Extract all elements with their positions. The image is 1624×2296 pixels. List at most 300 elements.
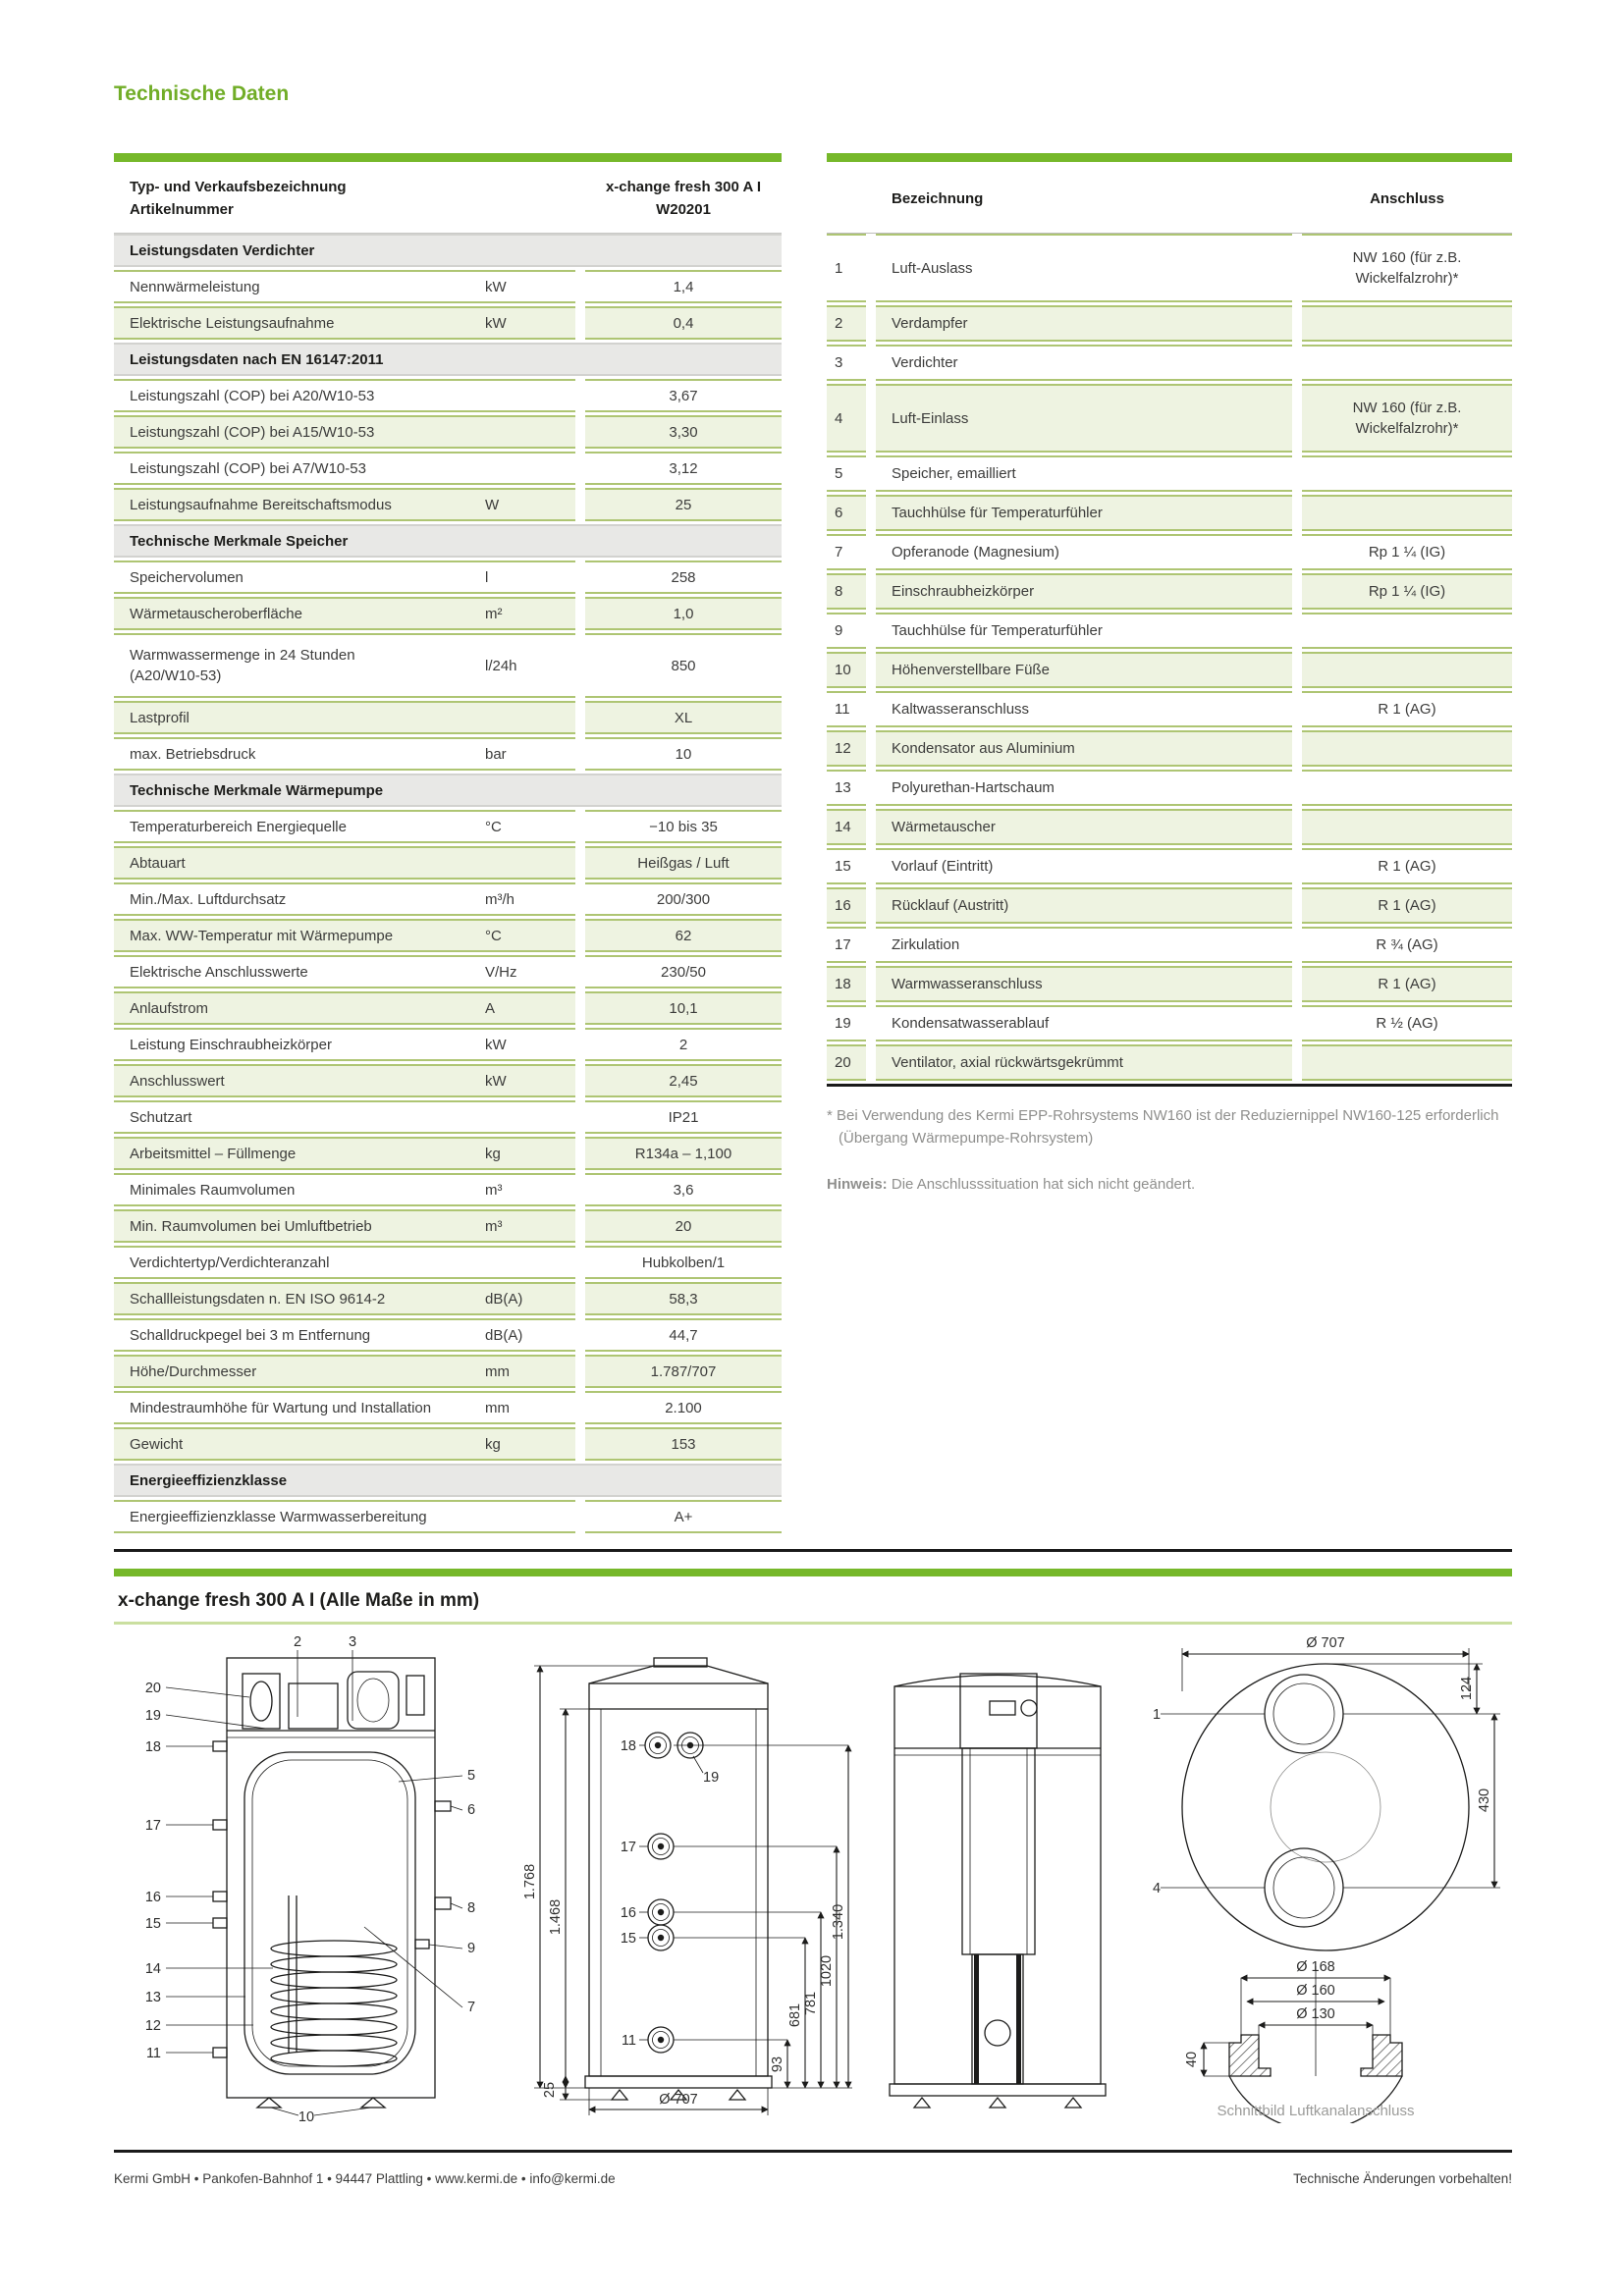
spec-value: 20: [585, 1209, 782, 1243]
section-label: Energieeffizienzklasse: [130, 1471, 288, 1489]
spec-row: [114, 955, 782, 988]
section-header: [114, 1464, 782, 1497]
connection-row: [827, 927, 1512, 963]
connection-name: Kondensator aus Aluminium: [876, 730, 1292, 767]
dimension-drawing: [511, 1632, 856, 2123]
technical-drawings: [114, 1632, 1512, 2128]
connection-size: R 1 (AG): [1302, 848, 1512, 884]
connection-name: Opferanode (Magnesium): [876, 534, 1292, 570]
spec-unit: kW: [485, 278, 507, 295]
connection-row: [827, 770, 1512, 806]
callout-1: 1: [1153, 1707, 1162, 1723]
spec-label-cell: [114, 1500, 575, 1533]
connection-name: Luft-Auslass: [876, 234, 1292, 302]
connection-name: Kaltwasseranschluss: [876, 691, 1292, 727]
spec-value: 10: [585, 737, 782, 771]
spec-table: [114, 153, 782, 1536]
port-15-label: 15: [620, 1931, 636, 1947]
connection-size: R 1 (AG): [1302, 887, 1512, 924]
spec-row: [114, 415, 782, 449]
spec-row: [114, 1137, 782, 1170]
footer-address: Kermi GmbH • Pankofen-Bahnhof 1 • 94447 Plattling • www.kermi.de • info@kermi.de: [114, 2171, 616, 2186]
callout-7: 7: [467, 2000, 476, 2015]
table-top-bar: [114, 153, 782, 162]
page-footer: [114, 2171, 1512, 2186]
connection-row: [827, 495, 1512, 531]
dimensions-title: x-change fresh 300 A I (Alle Maße in mm): [118, 1590, 480, 1611]
spec-label-cell: [114, 1391, 575, 1424]
connection-name: Rücklauf (Austritt): [876, 887, 1292, 924]
connection-row: [827, 1044, 1512, 1081]
spec-label-cell: [114, 415, 575, 449]
connection-row: [827, 887, 1512, 924]
dim-93: 93: [770, 2056, 785, 2073]
spec-value: A+: [585, 1500, 782, 1533]
dim-1340: 1.340: [831, 1903, 846, 1941]
spec-label-cell: [114, 597, 575, 630]
connection-column-header: Anschluss: [1370, 190, 1444, 207]
table-top-bar: [827, 153, 1512, 162]
spec-label-cell: [114, 1427, 575, 1461]
section-header: [114, 343, 782, 376]
spec-label: Max. WW-Temperatur mit Wärmepumpe: [130, 927, 394, 944]
dim-781: 781: [803, 1991, 819, 2016]
spec-label-cell: [114, 1282, 575, 1315]
connection-name: Kondensatwasserablauf: [876, 1005, 1292, 1041]
callout-12: 12: [144, 2018, 161, 2034]
spec-value: 230/50: [585, 955, 782, 988]
product-name: x-change fresh 300 A I: [605, 179, 762, 195]
spec-label-cell: [114, 488, 575, 521]
section-label: Leistungsdaten nach EN 16147:2011: [130, 350, 384, 368]
dim-diameter-707-top: Ø 707: [1306, 1635, 1345, 1651]
spec-unit: A: [485, 999, 496, 1017]
spec-unit: kW: [485, 314, 507, 332]
section-header: [114, 524, 782, 558]
spec-unit: dB(A): [485, 1326, 523, 1344]
spec-label-cell: [114, 1318, 575, 1352]
callout-10: 10: [298, 2109, 315, 2123]
spec-value: 58,3: [585, 1282, 782, 1315]
connection-row: [827, 534, 1512, 570]
spec-label-cell: [114, 1064, 575, 1097]
spec-value: 44,7: [585, 1318, 782, 1352]
title-underline: [114, 1622, 1512, 1625]
connection-name: Zirkulation: [876, 927, 1292, 963]
spec-row: [114, 737, 782, 771]
spec-label: Min./Max. Luftdurchsatz: [130, 890, 287, 908]
connection-row: [827, 691, 1512, 727]
connection-number: 15: [827, 848, 866, 884]
connection-size: [1302, 730, 1512, 767]
connection-number: 5: [827, 455, 866, 492]
spec-row: [114, 991, 782, 1025]
connection-number: 14: [827, 809, 866, 845]
dim-1020: 1020: [819, 1954, 835, 1988]
spec-label: Schutzart: [130, 1108, 192, 1126]
dim-681: 681: [787, 2002, 803, 2028]
section-top-bar: [114, 1569, 1512, 1576]
spec-value: 2,45: [585, 1064, 782, 1097]
hint-text: Die Anschlusssituation hat sich nicht geändert.: [891, 1175, 1196, 1193]
spec-label: Gewicht: [130, 1435, 184, 1453]
spec-label: Elektrische Leistungsaufnahme: [130, 314, 335, 332]
spec-header-value: [585, 165, 782, 233]
dim-body-height: 1.468: [548, 1898, 564, 1936]
spec-label: Leistungszahl (COP) bei A7/W10-53: [130, 459, 366, 477]
dim-total-height: 1.768: [522, 1863, 538, 1900]
tables-area: [114, 153, 1512, 1536]
cross-section-drawing: [114, 1632, 507, 2123]
spec-unit: mm: [485, 1362, 510, 1380]
spec-label: Mindestraumhöhe für Wartung und Installation: [130, 1399, 432, 1416]
connection-number: 12: [827, 730, 866, 767]
connection-row: [827, 809, 1512, 845]
hint-label: Hinweis:: [827, 1175, 888, 1193]
spec-label-cell: [114, 1355, 575, 1388]
spec-value: 200/300: [585, 882, 782, 916]
connections-table: [827, 153, 1512, 1087]
spec-unit: V/Hz: [485, 963, 517, 981]
spec-value: 25: [585, 488, 782, 521]
spec-row: [114, 882, 782, 916]
connection-number: 16: [827, 887, 866, 924]
spec-label: Speichervolumen: [130, 568, 244, 586]
spec-row: [114, 810, 782, 843]
callout-16: 16: [144, 1890, 161, 1905]
connection-row: [827, 848, 1512, 884]
connection-number: 19: [827, 1005, 866, 1041]
spec-value: R134a – 1,100: [585, 1137, 782, 1170]
spec-row: [114, 1064, 782, 1097]
dim-diameter-707: Ø 707: [659, 2092, 698, 2108]
connection-number: 17: [827, 927, 866, 963]
connection-row: [827, 613, 1512, 649]
spec-row: [114, 1355, 782, 1388]
dim-base: 25: [542, 2081, 558, 2099]
spec-label-cell: [114, 1137, 575, 1170]
spec-value: 2: [585, 1028, 782, 1061]
spec-label: Leistungsaufnahme Bereitschaftsmodus: [130, 496, 392, 513]
spec-label: Höhe/Durchmesser: [130, 1362, 257, 1380]
port-symbols: [645, 1733, 703, 2053]
spec-value: IP21: [585, 1100, 782, 1134]
connection-number: 6: [827, 495, 866, 531]
connection-row: [827, 234, 1512, 302]
port-19-label: 19: [703, 1770, 720, 1786]
spec-row: [114, 270, 782, 303]
connection-name: Einschraubheizkörper: [876, 573, 1292, 610]
port-11-label: 11: [621, 2033, 636, 2049]
connection-size: R 1 (AG): [1302, 966, 1512, 1002]
dim-430: 430: [1477, 1788, 1492, 1813]
callout-15: 15: [144, 1916, 161, 1932]
spec-unit: l/24h: [485, 657, 517, 674]
connection-size: [1302, 345, 1512, 381]
spec-label: Schallleistungsdaten n. EN ISO 9614-2: [130, 1290, 386, 1308]
spec-value: Heißgas / Luft: [585, 846, 782, 880]
spec-unit: kW: [485, 1036, 507, 1053]
spec-label-cell: [114, 701, 575, 734]
spec-label: Leistungszahl (COP) bei A20/W10-53: [130, 387, 375, 404]
spec-label: Min. Raumvolumen bei Umluftbetrieb: [130, 1217, 372, 1235]
connection-row: [827, 345, 1512, 381]
dim-168: Ø 168: [1296, 1959, 1335, 1975]
connections-column: [827, 153, 1512, 1536]
spec-label-cell: [114, 846, 575, 880]
spec-label: Arbeitsmittel – Füllmenge: [130, 1145, 297, 1162]
connection-number: 9: [827, 613, 866, 649]
spec-label-cell: [114, 1209, 575, 1243]
connection-size: NW 160 (für z.B. Wickelfalzrohr)*: [1302, 234, 1512, 302]
spec-unit: °C: [485, 818, 502, 835]
spec-label: Leistung Einschraubheizkörper: [130, 1036, 332, 1053]
spec-value: 3,12: [585, 452, 782, 485]
connection-number: 11: [827, 691, 866, 727]
spec-value: 1,4: [585, 270, 782, 303]
spec-unit: dB(A): [485, 1290, 523, 1308]
port-17-label: 17: [620, 1840, 636, 1855]
hint: [827, 1176, 1512, 1193]
spec-label-cell: [114, 1028, 575, 1061]
spec-label-cell: [114, 633, 575, 698]
connections-table-header: [827, 165, 1512, 234]
callout-13: 13: [144, 1990, 161, 2005]
spec-label-cell: [114, 919, 575, 952]
section-label: Technische Merkmale Speicher: [130, 532, 349, 550]
connection-size: R 1 (AG): [1302, 691, 1512, 727]
callout-19: 19: [144, 1708, 161, 1724]
spec-rows: [114, 234, 782, 1533]
connection-size: [1302, 495, 1512, 531]
connection-number: 13: [827, 770, 866, 806]
article-number-label: Artikelnummer: [130, 200, 234, 218]
connection-number: 18: [827, 966, 866, 1002]
connection-number: 10: [827, 652, 866, 688]
connection-name: Höhenverstellbare Füße: [876, 652, 1292, 688]
connection-number: 1: [827, 234, 866, 302]
spec-label: Elektrische Anschlusswerte: [130, 963, 308, 981]
spec-unit: m²: [485, 605, 503, 622]
connection-name: Verdampfer: [876, 305, 1292, 342]
port-16-label: 16: [620, 1905, 636, 1921]
callout-4: 4: [1153, 1881, 1162, 1896]
spec-unit: kg: [485, 1145, 501, 1162]
front-view-drawing: [860, 1632, 1135, 2123]
connection-row: [827, 730, 1512, 767]
callout-18: 18: [144, 1739, 161, 1755]
spec-row: [114, 1028, 782, 1061]
connection-number: 2: [827, 305, 866, 342]
connection-name: Tauchhülse für Temperaturfühler: [876, 613, 1292, 649]
spec-label: Nennwärmeleistung: [130, 278, 260, 295]
callout-20: 20: [144, 1681, 161, 1696]
spec-unit: °C: [485, 927, 502, 944]
connection-size: [1302, 305, 1512, 342]
spec-value: −10 bis 35: [585, 810, 782, 843]
connection-row: [827, 1005, 1512, 1041]
spec-unit: kW: [485, 1072, 507, 1090]
callout-5: 5: [467, 1768, 476, 1784]
connection-name: Luft-Einlass: [876, 384, 1292, 453]
spec-value: 3,67: [585, 379, 782, 412]
spec-row: [114, 846, 782, 880]
connection-name: Verdichter: [876, 345, 1292, 381]
spec-unit: mm: [485, 1399, 510, 1416]
type-designation-label: Typ- und Verkaufsbezeichnung: [130, 179, 347, 195]
connection-name: Warmwasseranschluss: [876, 966, 1292, 1002]
dim-130: Ø 130: [1296, 2006, 1335, 2022]
connection-size: [1302, 455, 1512, 492]
spec-row: [114, 597, 782, 630]
section-divider: [114, 1549, 1512, 1552]
connections-rows: [827, 234, 1512, 1081]
spec-label: Anlaufstrom: [130, 999, 209, 1017]
spec-value: 62: [585, 919, 782, 952]
spec-label-cell: [114, 306, 575, 340]
callout-14: 14: [144, 1961, 161, 1977]
spec-value: Hubkolben/1: [585, 1246, 782, 1279]
spec-label-cell: [114, 737, 575, 771]
spec-label-cell: [114, 1246, 575, 1279]
spec-unit: W: [485, 496, 500, 513]
spec-row: [114, 1391, 782, 1424]
spec-value: 1.787/707: [585, 1355, 782, 1388]
spec-label-cell: [114, 561, 575, 594]
connection-size: [1302, 809, 1512, 845]
dim-160: Ø 160: [1296, 1983, 1335, 1999]
spec-value: 10,1: [585, 991, 782, 1025]
spec-label: Lastprofil: [130, 709, 189, 726]
spec-unit: m³: [485, 1217, 503, 1235]
spec-row: [114, 1246, 782, 1279]
footer-divider: [114, 2150, 1512, 2153]
spec-value: XL: [585, 701, 782, 734]
connection-size: [1302, 1044, 1512, 1081]
page-title: Technische Daten: [114, 82, 290, 105]
connection-name: Vorlauf (Eintritt): [876, 848, 1292, 884]
connection-name: Polyurethan-Hartschaum: [876, 770, 1292, 806]
connection-name: Speicher, emailliert: [876, 455, 1292, 492]
spec-table-header: [114, 165, 782, 234]
spec-row: [114, 1318, 782, 1352]
connection-row: [827, 652, 1512, 688]
connection-number: 20: [827, 1044, 866, 1081]
callout-8: 8: [467, 1900, 476, 1916]
spec-label: Warmwassermenge in 24 Stunden: [130, 647, 355, 664]
spec-value: 0,4: [585, 306, 782, 340]
dim-40: 40: [1184, 2051, 1200, 2068]
connection-name: Wärmetauscher: [876, 809, 1292, 845]
spec-row: [114, 452, 782, 485]
footnote: * Bei Verwendung des Kermi EPP-Rohrsystems NW160 ist der Reduziernippel NW160-125 erforderlich (Übergang Wärmepumpe-Rohrsystem): [827, 1107, 1499, 1148]
spec-unit: m³: [485, 1181, 503, 1199]
spec-row: [114, 1282, 782, 1315]
spec-label-cell: [114, 270, 575, 303]
spec-label-cell: [114, 882, 575, 916]
connection-name: Ventilator, axial rückwärtsgekrümmt: [876, 1044, 1292, 1081]
callout-9: 9: [467, 1941, 476, 1956]
callout-2: 2: [293, 1634, 302, 1650]
spec-label: Verdichtertyp/Verdichteranzahl: [130, 1254, 330, 1271]
spec-value: 1,0: [585, 597, 782, 630]
spec-value: 3,6: [585, 1173, 782, 1206]
spec-label: max. Betriebsdruck: [130, 745, 256, 763]
spec-label: Wärmetauscheroberfläche: [130, 605, 302, 622]
section-header: [114, 774, 782, 807]
spec-label-cell: [114, 379, 575, 412]
connection-number: 8: [827, 573, 866, 610]
connection-row: [827, 966, 1512, 1002]
callout-3: 3: [348, 1634, 357, 1650]
spec-label-cell: [114, 1173, 575, 1206]
spec-label-cell: [114, 1100, 575, 1134]
callout-6: 6: [467, 1802, 476, 1818]
connection-size: [1302, 770, 1512, 806]
spec-label: Abtauart: [130, 854, 186, 872]
spec-label-line2: (A20/W10-53): [130, 667, 222, 684]
spec-value: 2.100: [585, 1391, 782, 1424]
section-label: Leistungsdaten Verdichter: [130, 241, 315, 259]
spec-unit: bar: [485, 745, 507, 763]
connection-size: R ¾ (AG): [1302, 927, 1512, 963]
connection-row: [827, 573, 1512, 610]
connection-size: R ½ (AG): [1302, 1005, 1512, 1041]
connection-number: 3: [827, 345, 866, 381]
spec-label: Temperaturbereich Energiequelle: [130, 818, 347, 835]
spec-value: 258: [585, 561, 782, 594]
connection-number: 7: [827, 534, 866, 570]
connection-name: Tauchhülse für Temperaturfühler: [876, 495, 1292, 531]
spec-row: [114, 1100, 782, 1134]
spec-header-label: [114, 165, 575, 233]
connection-number: 4: [827, 384, 866, 453]
spec-row: [114, 1427, 782, 1461]
dim-124: 124: [1459, 1676, 1475, 1701]
section-caption: Schnittbild Luftkanalanschluss: [1217, 2103, 1415, 2119]
spec-unit: l: [485, 568, 489, 586]
spec-value: 850: [585, 633, 782, 698]
spec-row: [114, 1209, 782, 1243]
spec-row: [114, 488, 782, 521]
spec-label: Energieeffizienzklasse Warmwasserbereitung: [130, 1508, 427, 1525]
connection-size: [1302, 652, 1512, 688]
callout-11: 11: [145, 2046, 161, 2061]
section-header: [114, 234, 782, 267]
spec-row: [114, 701, 782, 734]
spec-label: Anschlusswert: [130, 1072, 225, 1090]
connection-row: [827, 305, 1512, 342]
spec-label: Schalldruckpegel bei 3 m Entfernung: [130, 1326, 371, 1344]
connection-size: Rp 1 ¼ (IG): [1302, 573, 1512, 610]
top-view-drawing: [1139, 1632, 1512, 2123]
spec-unit: m³/h: [485, 890, 514, 908]
connection-size: NW 160 (für z.B. Wickelfalzrohr)*: [1302, 384, 1512, 453]
spec-row: [114, 306, 782, 340]
connection-row: [827, 455, 1512, 492]
spec-label-cell: [114, 991, 575, 1025]
spec-value: 3,30: [585, 415, 782, 449]
article-number: W20201: [656, 200, 711, 218]
spec-label-cell: [114, 810, 575, 843]
footer-disclaimer: Technische Änderungen vorbehalten!: [1293, 2171, 1512, 2186]
spec-value: 153: [585, 1427, 782, 1461]
spec-label-cell: [114, 452, 575, 485]
spec-row: [114, 379, 782, 412]
spec-label: Minimales Raumvolumen: [130, 1181, 296, 1199]
spec-label-cell: [114, 955, 575, 988]
spec-label: Leistungszahl (COP) bei A15/W10-53: [130, 423, 375, 441]
